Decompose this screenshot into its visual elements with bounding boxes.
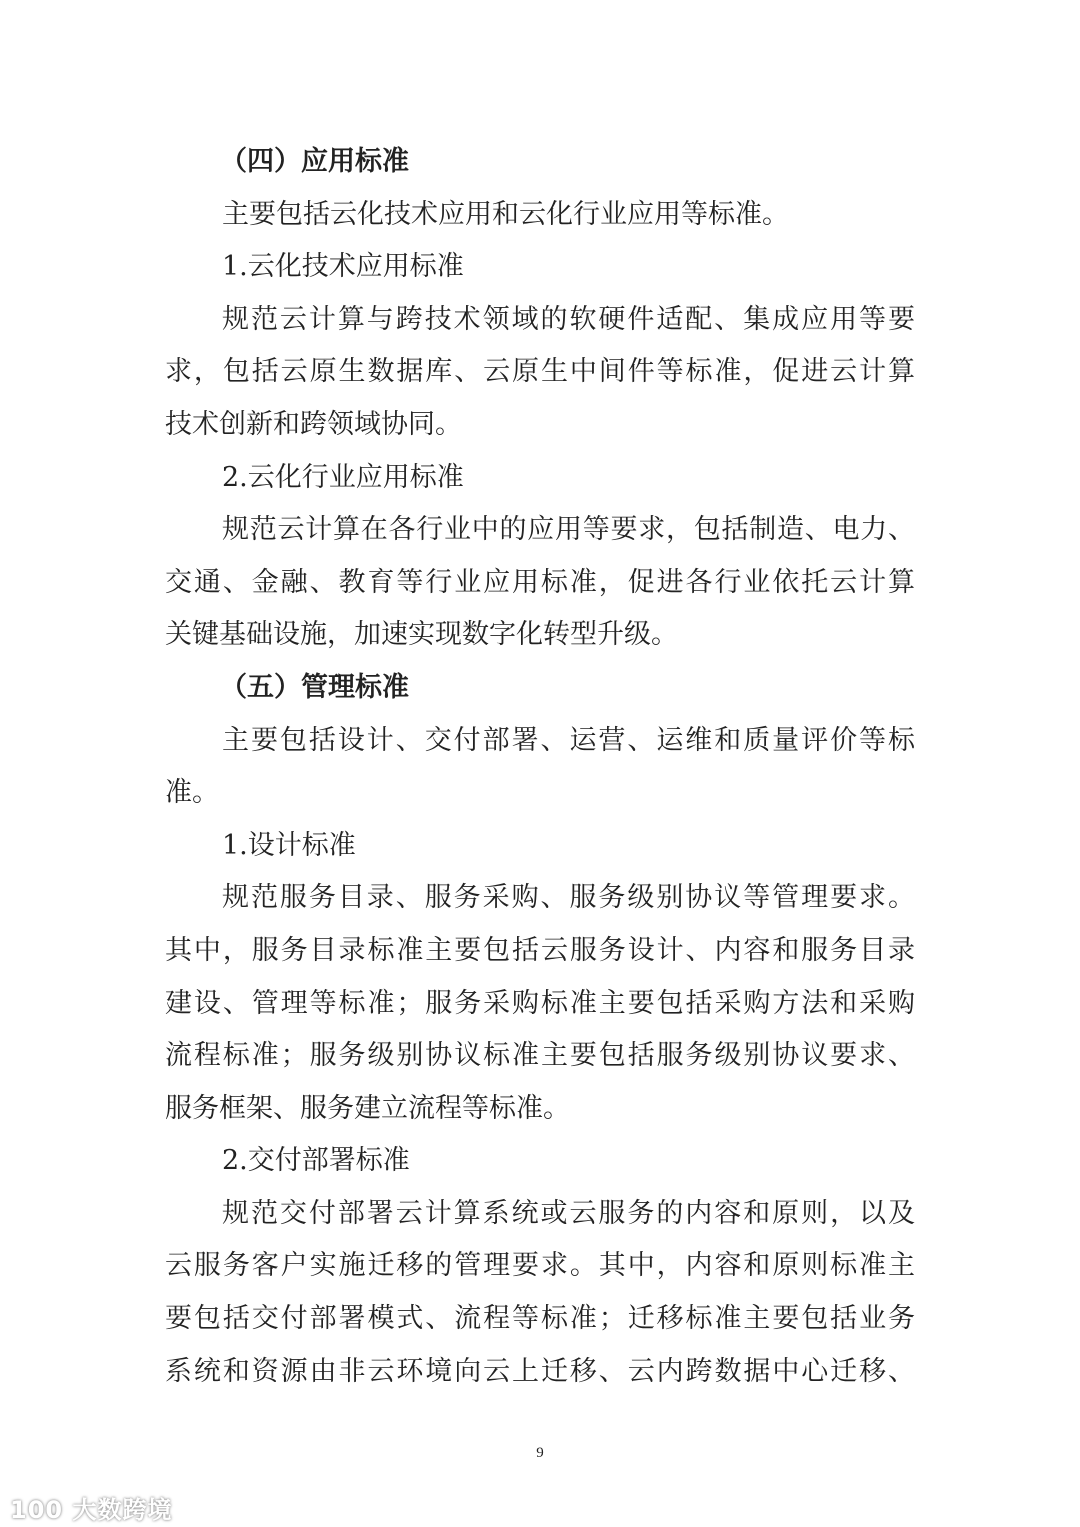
text-line: 1.设计标准 (222, 829, 356, 861)
subsection-heading (165, 452, 915, 505)
paragraph (165, 1188, 915, 1398)
text-line: 规范交付部署云计算系统或云服务的内容和原则，以及 (222, 1197, 915, 1229)
page-number: 9 (536, 1445, 544, 1461)
text-line: 系统和资源由非云环境向云上迁移、云内跨数据中心迁移、 (165, 1355, 915, 1387)
watermark-logo: 100 大数跨境 (10, 1496, 173, 1524)
text-line: 规范云计算在各行业中的应用等要求，包括制造、电力、 (222, 514, 915, 546)
text-line: 流程标准；服务级别协议标准主要包括服务级别协议要求、 (165, 1040, 915, 1072)
document-body (165, 136, 915, 1398)
section-heading (165, 136, 915, 189)
text-line: 准。 (165, 777, 219, 809)
text-line: 规范云计算与跨技术领域的软硬件适配、集成应用等要 (222, 303, 915, 335)
text-line: （五）管理标准 (220, 671, 409, 703)
text-line: 建设、管理等标准；服务采购标准主要包括采购方法和采购 (165, 987, 915, 1019)
text-line: 技术创新和跨领域协同。 (165, 408, 462, 440)
text-line: 云服务客户实施迁移的管理要求。其中，内容和原则标准主 (165, 1250, 915, 1282)
text-line: 主要包括设计、交付部署、运营、运维和质量评价等标 (222, 724, 915, 756)
text-line: 2.云化行业应用标准 (222, 461, 464, 493)
text-line: 2.交付部署标准 (222, 1145, 410, 1177)
text-line: 1.云化技术应用标准 (222, 251, 464, 283)
text-line: 主要包括云化技术应用和云化行业应用等标准。 (222, 198, 789, 230)
text-line: 要包括交付部署模式、流程等标准；迁移标准主要包括业务 (165, 1303, 915, 1335)
section-heading (165, 662, 915, 715)
subsection-heading (165, 241, 915, 294)
subsection-heading (165, 1135, 915, 1188)
paragraph (165, 294, 915, 452)
text-line: 规范服务目录、服务采购、服务级别协议等管理要求。 (222, 882, 915, 914)
paragraph (165, 189, 915, 242)
subsection-heading (165, 820, 915, 873)
paragraph (165, 715, 915, 820)
text-line: （四）应用标准 (220, 146, 409, 177)
text-line: 服务框架、服务建立流程等标准。 (165, 1092, 570, 1124)
text-line: 关键基础设施，加速实现数字化转型升级。 (165, 619, 678, 651)
paragraph (165, 872, 915, 1135)
text-line: 求，包括云原生数据库、云原生中间件等标准，促进云计算 (165, 356, 915, 388)
paragraph (165, 504, 915, 662)
text-line: 交通、金融、教育等行业应用标准，促进各行业依托云计算 (165, 566, 915, 598)
text-line: 其中，服务目录标准主要包括云服务设计、内容和服务目录 (165, 934, 915, 966)
